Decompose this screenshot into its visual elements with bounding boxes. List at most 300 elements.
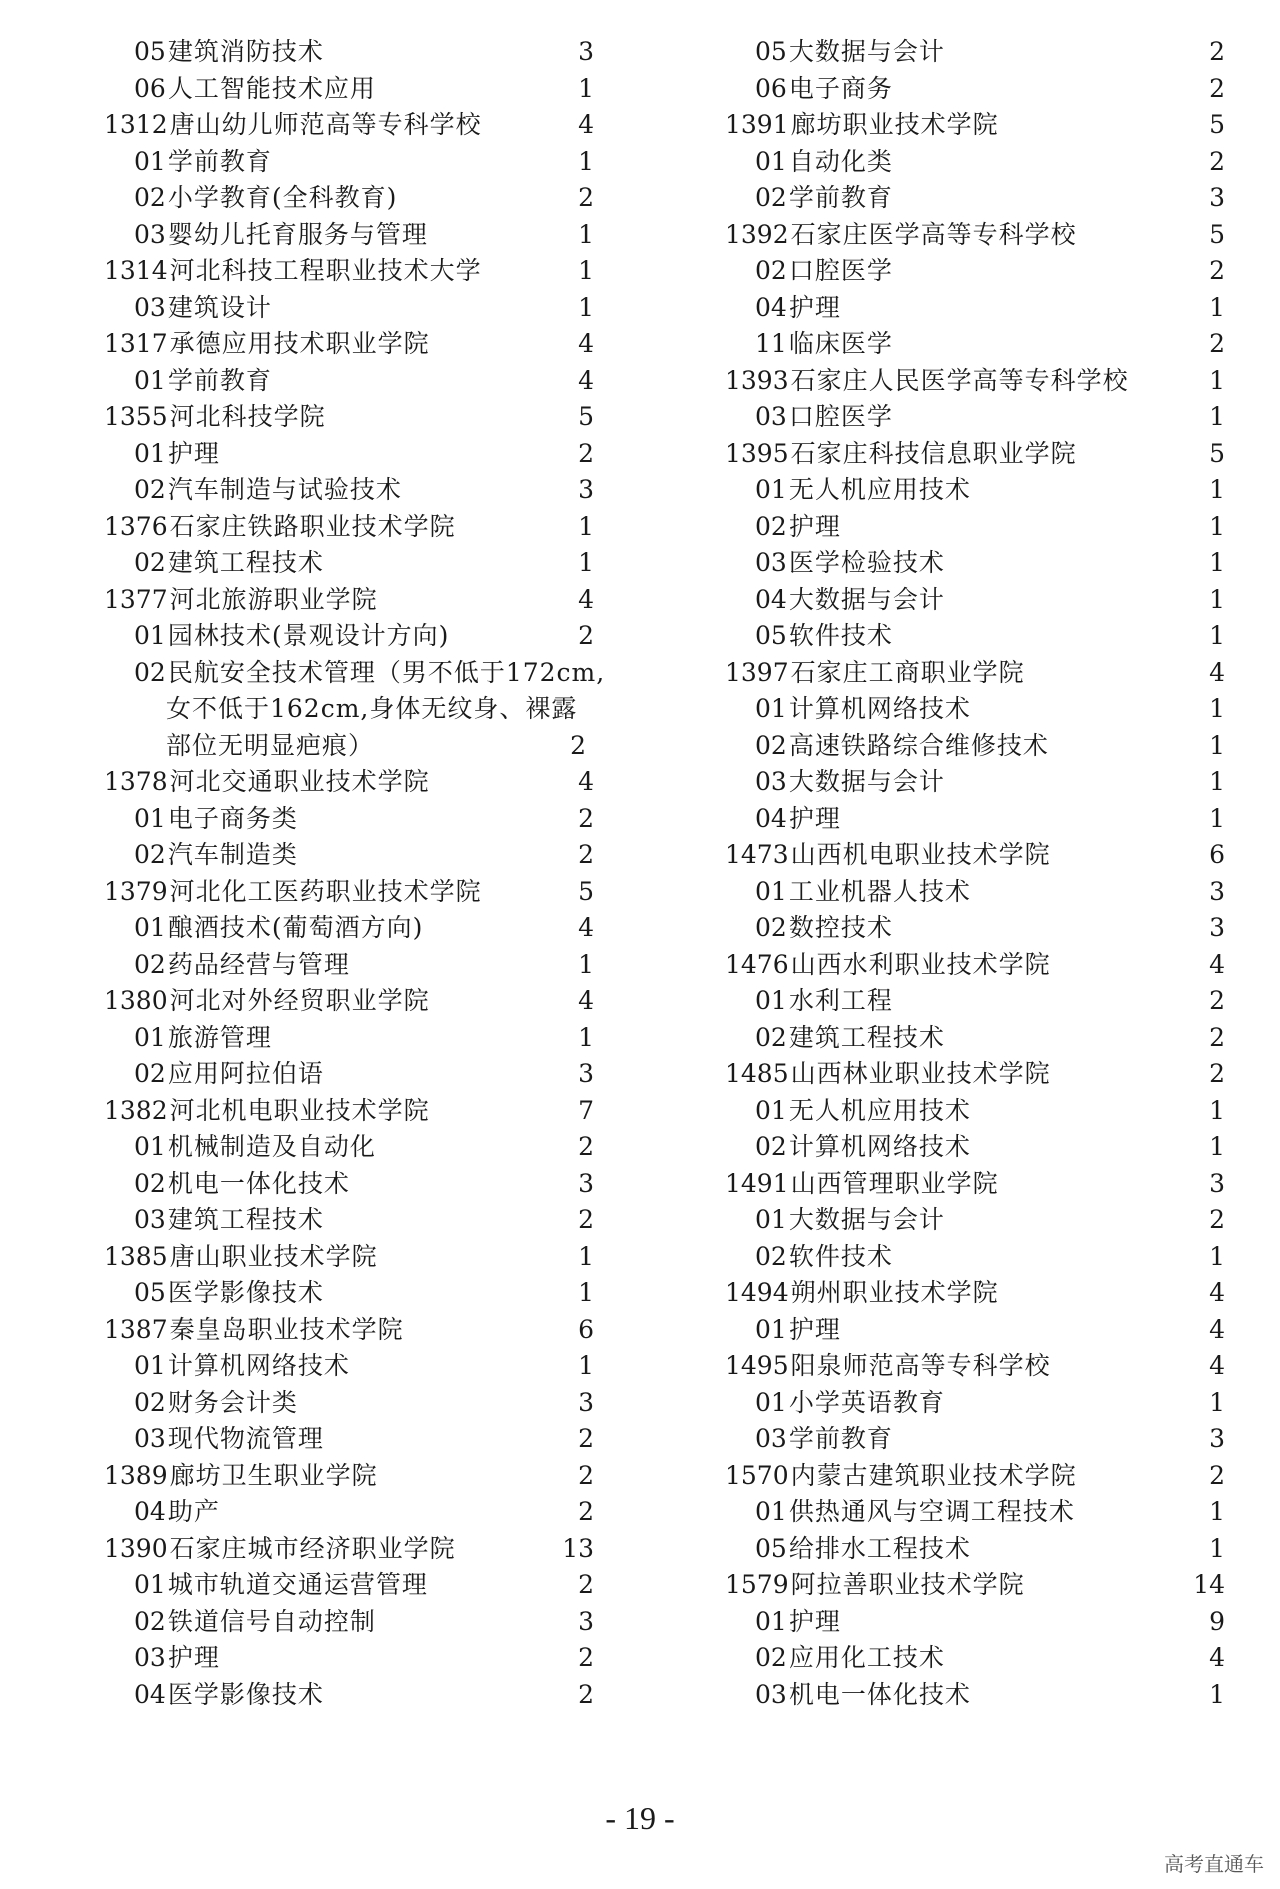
major-row <box>725 1421 1225 1458</box>
school-row <box>725 363 1225 400</box>
school-name: 阳泉师范高等专科学校 <box>790 1351 1051 1380</box>
major-code: 02 <box>134 1387 166 1417</box>
quota-count: 1 <box>578 548 594 577</box>
major-code: 11 <box>755 329 787 358</box>
major-row <box>725 1385 1225 1422</box>
quota-count: 1 <box>1209 402 1225 431</box>
quota-count: 3 <box>578 1059 594 1088</box>
quota-count: 1 <box>1209 1679 1225 1709</box>
major-code: 01 <box>134 803 166 833</box>
school-code: 1494 <box>725 1278 789 1307</box>
major-name: 护理 <box>788 292 841 322</box>
quota-count: 2 <box>570 730 586 760</box>
major-code: 02 <box>134 475 166 504</box>
major-code: 03 <box>755 1679 787 1709</box>
major-row <box>725 399 1225 436</box>
quota-count: 2 <box>1209 1460 1225 1490</box>
quota-count: 5 <box>1209 438 1225 468</box>
school-name: 河北交通职业技术学院 <box>169 767 430 796</box>
quota-count: 2 <box>1209 73 1225 103</box>
major-code: 06 <box>755 73 787 103</box>
major-row <box>104 363 614 400</box>
quota-count: 4 <box>1209 1314 1225 1344</box>
quota-count: 1 <box>578 292 594 322</box>
major-code: 01 <box>134 621 166 650</box>
quota-count: 1 <box>578 1241 594 1271</box>
major-name: 数控技术 <box>788 913 893 942</box>
quota-count: 3 <box>578 1606 594 1636</box>
school-name: 承德应用技术职业学院 <box>169 329 430 358</box>
quota-count: 2 <box>1209 1205 1225 1234</box>
major-name: 高速铁路综合维修技术 <box>788 730 1049 760</box>
school-name: 阿拉善职业技术学院 <box>790 1570 1025 1599</box>
major-name: 给排水工程技术 <box>788 1533 971 1563</box>
school-code: 1376 <box>104 511 168 541</box>
school-code: 1570 <box>725 1460 789 1490</box>
major-code: 02 <box>134 840 166 869</box>
major-name: 建筑工程技术 <box>167 1205 324 1234</box>
major-row <box>104 1640 614 1677</box>
major-row <box>725 545 1225 582</box>
major-name: 应用阿拉伯语 <box>167 1059 324 1088</box>
major-name: 无人机应用技术 <box>788 475 971 504</box>
major-row <box>725 691 1225 728</box>
school-row <box>725 837 1225 874</box>
quota-count: 4 <box>578 110 594 139</box>
quota-count: 1 <box>1209 548 1225 577</box>
major-name: 汽车制造类 <box>167 840 298 869</box>
school-row <box>725 1458 1225 1495</box>
school-row <box>104 1458 614 1495</box>
school-name: 石家庄科技信息职业学院 <box>790 438 1077 468</box>
school-row <box>104 1531 614 1568</box>
school-name: 石家庄工商职业学院 <box>790 657 1025 687</box>
quota-count: 4 <box>1209 1643 1225 1672</box>
school-name: 唐山职业技术学院 <box>169 1241 378 1271</box>
major-name: 机电一体化技术 <box>788 1679 971 1709</box>
major-name: 建筑工程技术 <box>788 1022 945 1052</box>
school-row <box>104 983 614 1020</box>
major-code: 02 <box>755 183 787 212</box>
major-row <box>104 1348 614 1385</box>
major-code: 01 <box>134 913 166 942</box>
major-name: 供热通风与空调工程技术 <box>788 1497 1075 1526</box>
quota-count: 1 <box>578 256 594 285</box>
major-code: 03 <box>755 548 787 577</box>
school-name: 秦皇岛职业技术学院 <box>169 1314 404 1344</box>
major-code: 01 <box>755 1205 787 1234</box>
major-code: 04 <box>755 584 787 614</box>
major-row <box>725 801 1225 838</box>
quota-count: 3 <box>578 475 594 504</box>
major-name: 民航安全技术管理（男不低于172cm, <box>167 657 606 687</box>
quota-count: 1 <box>1209 292 1225 322</box>
school-row <box>104 1239 614 1276</box>
major-name: 护理 <box>788 1314 841 1344</box>
quota-count: 1 <box>1209 511 1225 541</box>
quota-count: 1 <box>578 1351 594 1380</box>
major-row <box>104 1020 614 1057</box>
major-row <box>725 326 1225 363</box>
quota-count: 3 <box>1209 183 1225 212</box>
major-name: 大数据与会计 <box>788 37 945 66</box>
major-code: 01 <box>134 365 166 395</box>
major-code: 02 <box>755 511 787 541</box>
major-code: 03 <box>134 219 166 249</box>
major-code: 04 <box>755 803 787 833</box>
quota-count: 2 <box>1209 146 1225 176</box>
major-name: 护理 <box>788 803 841 833</box>
major-row <box>104 217 614 254</box>
major-row <box>104 472 614 509</box>
quota-count: 2 <box>578 1460 594 1490</box>
major-code: 01 <box>755 1387 787 1417</box>
school-name: 石家庄城市经济职业学院 <box>169 1533 456 1563</box>
major-name: 护理 <box>167 1643 220 1672</box>
quota-count: 1 <box>1209 1241 1225 1271</box>
major-name: 助产 <box>167 1497 220 1526</box>
quota-count: 3 <box>1209 913 1225 942</box>
major-name: 机械制造及自动化 <box>167 1132 376 1161</box>
school-code: 1390 <box>104 1533 168 1563</box>
quota-count: 1 <box>1209 1095 1225 1125</box>
major-code: 04 <box>755 292 787 322</box>
major-row <box>104 1056 614 1093</box>
right-column <box>725 34 1225 1713</box>
school-code: 1355 <box>104 402 168 431</box>
major-row <box>104 801 614 838</box>
major-code: 02 <box>134 1059 166 1088</box>
school-row <box>104 764 614 801</box>
major-code: 05 <box>755 621 787 650</box>
major-name: 酿酒技术(葡萄酒方向) <box>167 913 424 942</box>
major-name: 口腔医学 <box>788 256 893 285</box>
quota-count: 1 <box>1209 1387 1225 1417</box>
quota-count: 1 <box>1209 803 1225 833</box>
school-row <box>725 107 1225 144</box>
school-row <box>104 874 614 911</box>
school-row <box>725 1056 1225 1093</box>
major-code: 01 <box>134 1351 166 1380</box>
major-name: 机电一体化技术 <box>167 1168 350 1198</box>
major-code: 03 <box>134 292 166 322</box>
major-row <box>104 1129 614 1166</box>
school-code: 1485 <box>725 1059 789 1088</box>
school-row <box>725 1567 1225 1604</box>
school-row <box>725 1348 1225 1385</box>
school-name: 河北科技工程职业技术大学 <box>169 256 482 285</box>
major-name: 学前教育 <box>788 1424 893 1453</box>
school-row <box>725 217 1225 254</box>
major-row <box>725 144 1225 181</box>
major-code: 01 <box>755 1497 787 1526</box>
major-name: 婴幼儿托育服务与管理 <box>167 219 428 249</box>
major-row <box>725 1531 1225 1568</box>
major-code: 02 <box>755 1022 787 1052</box>
school-code: 1579 <box>725 1570 789 1599</box>
major-code: 01 <box>755 475 787 504</box>
quota-count: 2 <box>578 1497 594 1526</box>
major-code: 03 <box>134 1643 166 1672</box>
major-code: 03 <box>755 402 787 431</box>
school-name: 河北对外经贸职业学院 <box>169 986 430 1015</box>
major-code: 01 <box>755 146 787 176</box>
school-row <box>104 1312 614 1349</box>
school-name: 河北机电职业技术学院 <box>169 1095 430 1125</box>
quota-count: 5 <box>578 402 594 431</box>
quota-count: 2 <box>1209 329 1225 358</box>
quota-count: 1 <box>578 73 594 103</box>
quota-count: 4 <box>578 986 594 1015</box>
major-row <box>725 1604 1225 1641</box>
school-name: 山西机电职业技术学院 <box>790 840 1051 869</box>
major-name: 护理 <box>788 511 841 541</box>
major-row <box>725 1093 1225 1130</box>
quota-count: 2 <box>578 1679 594 1709</box>
major-name: 软件技术 <box>788 621 893 650</box>
major-name: 建筑设计 <box>167 292 272 322</box>
major-name: 大数据与会计 <box>788 767 945 796</box>
major-row <box>725 618 1225 655</box>
quota-count: 14 <box>1193 1570 1225 1599</box>
major-row <box>725 728 1225 765</box>
quota-count: 1 <box>1209 475 1225 504</box>
school-code: 1495 <box>725 1351 789 1380</box>
major-row <box>104 1604 614 1641</box>
major-name: 医学检验技术 <box>788 548 945 577</box>
quota-count: 4 <box>578 365 594 395</box>
major-code: 05 <box>755 37 787 66</box>
major-code: 02 <box>134 183 166 212</box>
major-name: 旅游管理 <box>167 1022 272 1052</box>
school-code: 1392 <box>725 219 789 249</box>
quota-count: 1 <box>1209 1497 1225 1526</box>
major-name: 学前教育 <box>788 183 893 212</box>
quota-count: 1 <box>578 146 594 176</box>
quota-count: 2 <box>1209 256 1225 285</box>
major-name: 现代物流管理 <box>167 1424 324 1453</box>
major-row <box>104 436 614 473</box>
major-name: 口腔医学 <box>788 402 893 431</box>
major-row <box>725 472 1225 509</box>
quota-count: 3 <box>578 1168 594 1198</box>
major-name: 临床医学 <box>788 329 893 358</box>
major-row <box>104 910 614 947</box>
school-row <box>725 1166 1225 1203</box>
school-name: 石家庄人民医学高等专科学校 <box>790 365 1129 395</box>
quota-count: 1 <box>578 1022 594 1052</box>
major-row <box>104 180 614 217</box>
school-row <box>104 1093 614 1130</box>
major-row <box>104 1166 614 1203</box>
school-code: 1378 <box>104 767 168 796</box>
major-row <box>104 1677 614 1714</box>
major-name: 部位无明显疤痕） <box>166 730 375 760</box>
quota-count: 5 <box>1209 110 1225 139</box>
major-row <box>725 582 1225 619</box>
major-code: 03 <box>755 1424 787 1453</box>
major-row <box>104 947 614 984</box>
major-name: 小学教育(全科教育) <box>167 183 398 212</box>
major-name: 建筑消防技术 <box>167 37 324 66</box>
major-row <box>725 509 1225 546</box>
quota-count: 2 <box>578 1643 594 1672</box>
school-code: 1385 <box>104 1241 168 1271</box>
major-code: 03 <box>134 1424 166 1453</box>
major-row <box>104 1275 614 1312</box>
major-name: 大数据与会计 <box>788 584 945 614</box>
major-name: 计算机网络技术 <box>788 1132 971 1161</box>
school-code: 1389 <box>104 1460 168 1490</box>
major-row <box>725 983 1225 1020</box>
quota-count: 2 <box>578 1205 594 1234</box>
school-row <box>104 253 614 290</box>
school-row <box>725 1275 1225 1312</box>
major-code: 01 <box>134 1132 166 1161</box>
school-name: 廊坊职业技术学院 <box>790 110 999 139</box>
continuation-row <box>104 691 614 728</box>
major-name: 电子商务类 <box>167 803 298 833</box>
school-name: 河北化工医药职业技术学院 <box>169 876 482 906</box>
major-name: 无人机应用技术 <box>788 1095 971 1125</box>
major-name: 水利工程 <box>788 986 893 1015</box>
school-name: 廊坊卫生职业学院 <box>169 1460 378 1490</box>
school-code: 1476 <box>725 949 789 979</box>
major-row <box>725 71 1225 108</box>
quota-count: 4 <box>1209 949 1225 979</box>
major-row <box>725 1640 1225 1677</box>
quota-count: 1 <box>1209 584 1225 614</box>
quota-count: 2 <box>578 438 594 468</box>
quota-count: 2 <box>578 840 594 869</box>
major-row <box>104 290 614 327</box>
major-name: 城市轨道交通运营管理 <box>167 1570 428 1599</box>
major-code: 05 <box>755 1533 787 1563</box>
school-row <box>104 509 614 546</box>
quota-count: 2 <box>578 1424 594 1453</box>
major-name: 电子商务 <box>788 73 893 103</box>
major-name: 女不低于162cm,身体无纹身、裸露 <box>166 694 578 723</box>
major-code: 02 <box>134 1168 166 1198</box>
school-name: 唐山幼儿师范高等专科学校 <box>169 110 482 139</box>
major-row <box>725 253 1225 290</box>
major-name: 工业机器人技术 <box>788 876 971 906</box>
school-code: 1312 <box>104 110 168 139</box>
quota-count: 2 <box>578 621 594 650</box>
school-name: 内蒙古建筑职业技术学院 <box>790 1460 1077 1490</box>
major-row <box>725 874 1225 911</box>
quota-count: 1 <box>578 949 594 979</box>
school-name: 山西水利职业技术学院 <box>790 949 1051 979</box>
school-code: 1377 <box>104 584 168 614</box>
major-code: 05 <box>134 1278 166 1307</box>
school-code: 1473 <box>725 840 789 869</box>
school-name: 朔州职业技术学院 <box>790 1278 999 1307</box>
major-row <box>725 1202 1225 1239</box>
quota-count: 6 <box>1209 840 1225 869</box>
major-code: 04 <box>134 1497 166 1526</box>
major-row <box>725 34 1225 71</box>
continuation-row <box>104 728 614 765</box>
major-name: 护理 <box>788 1606 841 1636</box>
major-row <box>725 180 1225 217</box>
quota-count: 3 <box>1209 1424 1225 1453</box>
major-row <box>725 1494 1225 1531</box>
school-code: 1491 <box>725 1168 789 1198</box>
school-row <box>725 436 1225 473</box>
quota-count: 3 <box>578 1387 594 1417</box>
major-code: 01 <box>755 1606 787 1636</box>
school-name: 石家庄医学高等专科学校 <box>790 219 1077 249</box>
major-row <box>725 1239 1225 1276</box>
major-code: 01 <box>134 438 166 468</box>
school-row <box>104 326 614 363</box>
major-row <box>725 1129 1225 1166</box>
school-name: 河北旅游职业学院 <box>169 584 378 614</box>
school-code: 1314 <box>104 256 168 285</box>
school-code: 1317 <box>104 329 168 358</box>
quota-count: 2 <box>578 803 594 833</box>
major-code: 01 <box>755 1314 787 1344</box>
school-name: 石家庄铁路职业技术学院 <box>169 511 456 541</box>
quota-count: 4 <box>578 584 594 614</box>
major-name: 计算机网络技术 <box>788 694 971 723</box>
school-code: 1391 <box>725 110 789 139</box>
school-code: 1380 <box>104 986 168 1015</box>
major-code: 01 <box>134 146 166 176</box>
school-row <box>725 947 1225 984</box>
major-row <box>104 545 614 582</box>
quota-count: 4 <box>578 913 594 942</box>
quota-count: 1 <box>578 1278 594 1307</box>
quota-count: 1 <box>1209 1533 1225 1563</box>
major-name: 学前教育 <box>167 146 272 176</box>
major-code: 01 <box>755 876 787 906</box>
major-name: 自动化类 <box>788 146 893 176</box>
major-name: 药品经营与管理 <box>167 949 350 979</box>
major-name: 汽车制造与试验技术 <box>167 475 402 504</box>
school-row <box>104 107 614 144</box>
major-row <box>104 1202 614 1239</box>
major-code: 02 <box>134 657 166 687</box>
major-code: 05 <box>134 37 166 66</box>
major-row <box>104 1567 614 1604</box>
major-code: 02 <box>755 256 787 285</box>
quota-count: 2 <box>578 1132 594 1161</box>
major-code: 01 <box>755 986 787 1015</box>
quota-count: 2 <box>1209 1059 1225 1088</box>
major-code: 01 <box>755 1095 787 1125</box>
major-code: 01 <box>755 694 787 723</box>
quota-count: 4 <box>578 329 594 358</box>
major-name: 计算机网络技术 <box>167 1351 350 1380</box>
quota-count: 13 <box>562 1533 594 1563</box>
major-code: 02 <box>755 913 787 942</box>
quota-count: 4 <box>578 767 594 796</box>
quota-count: 5 <box>1209 219 1225 249</box>
quota-count: 6 <box>578 1314 594 1344</box>
quota-count: 4 <box>1209 1351 1225 1380</box>
major-code: 02 <box>134 1606 166 1636</box>
quota-count: 1 <box>578 219 594 249</box>
quota-count: 1 <box>1209 694 1225 723</box>
school-name: 山西林业职业技术学院 <box>790 1059 1051 1088</box>
school-row <box>104 582 614 619</box>
school-name: 河北科技学院 <box>169 402 326 431</box>
major-name: 铁道信号自动控制 <box>167 1606 376 1636</box>
quota-count: 2 <box>1209 986 1225 1015</box>
major-name: 医学影像技术 <box>167 1278 324 1307</box>
